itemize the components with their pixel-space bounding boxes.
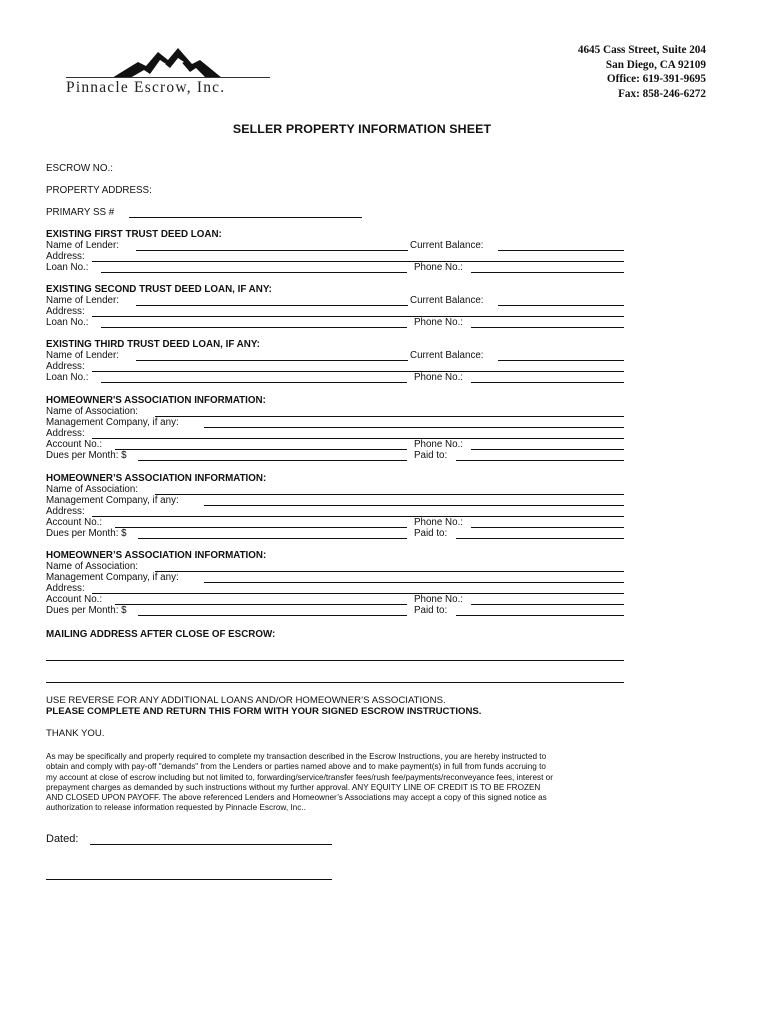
hoa-mgmt-label: Management Company, if any: xyxy=(46,572,179,583)
address-office-phone: Office: 619-391-9695 xyxy=(606,73,706,86)
hoa-account-field[interactable] xyxy=(115,439,407,450)
hoa-paid-field[interactable] xyxy=(456,450,624,461)
hoa-paid-field[interactable] xyxy=(456,605,624,616)
address-street: 4645 Cass Street, Suite 204 xyxy=(577,44,706,56)
hoa-mgmt-label: Management Company, if any: xyxy=(46,495,179,506)
hoa-dues-field[interactable] xyxy=(138,605,407,616)
loan-no-field[interactable] xyxy=(101,372,407,383)
property-address-label: PROPERTY ADDRESS: xyxy=(46,185,152,196)
phone-label: Phone No.: xyxy=(414,262,464,273)
hoa-name-field[interactable] xyxy=(155,561,624,572)
mailing-address-line-2[interactable] xyxy=(46,672,624,683)
authorization-line: my account at close of escrow including but not limited to, forwarding/service/transfer fees/rush fee/payments/reconveyance fees, interest or xyxy=(46,772,553,782)
notice-line-1: USE REVERSE FOR ANY ADDITIONAL LOANS AND/OR HOMEOWNER’S ASSOCIATIONS. xyxy=(46,695,446,706)
loan-heading: EXISTING SECOND TRUST DEED LOAN, IF ANY: xyxy=(46,284,272,295)
hoa-address-label: Address: xyxy=(46,506,85,517)
hoa-paid-label: Paid to: xyxy=(414,528,448,539)
hoa-name-field[interactable] xyxy=(155,484,624,495)
hoa-address-field[interactable] xyxy=(92,428,624,439)
loan-no-label: Loan No.: xyxy=(46,262,89,273)
notice-block xyxy=(46,695,676,739)
hoa-dues-row xyxy=(46,450,624,462)
hoa-address-field[interactable] xyxy=(92,583,624,594)
hoa-address-label: Address: xyxy=(46,583,85,594)
hoa-paid-field[interactable] xyxy=(456,528,624,539)
loan-address-field[interactable] xyxy=(92,306,624,317)
mailing-address-line-1[interactable] xyxy=(46,650,624,661)
hoa-mgmt-label: Management Company, if any: xyxy=(46,417,179,428)
hoa-dues-label: Dues per Month: $ xyxy=(46,450,127,461)
hoa-heading: HOMEOWNER’S ASSOCIATION INFORMATION: xyxy=(46,473,267,484)
loan-no-row xyxy=(46,372,624,384)
balance-field[interactable] xyxy=(498,240,624,251)
lender-label: Name of Lender: xyxy=(46,240,119,251)
primary-ss-label: PRIMARY SS # xyxy=(46,207,115,218)
authorization-line: prepayment charges as demanded by such instructions without my further approval. ANY EQUITY LINE OF CREDIT IS TO BE FROZEN xyxy=(46,782,541,792)
mountain-logo-icon xyxy=(110,44,230,80)
primary-ss-row xyxy=(46,207,366,219)
hoa-phone-field[interactable] xyxy=(471,594,624,605)
hoa-account-label: Account No.: xyxy=(46,517,103,528)
hoa-phone-label: Phone No.: xyxy=(414,439,464,450)
lender-field[interactable] xyxy=(136,350,408,361)
hoa-account-label: Account No.: xyxy=(46,439,103,450)
lender-field[interactable] xyxy=(136,295,408,306)
hoa-heading: HOMEOWNER'S ASSOCIATION INFORMATION: xyxy=(46,395,266,406)
loan-address-field[interactable] xyxy=(92,251,624,262)
hoa-name-label: Name of Association: xyxy=(46,484,139,495)
hoa-paid-label: Paid to: xyxy=(414,450,448,461)
hoa-name-label: Name of Association: xyxy=(46,561,139,572)
mailing-address-heading: MAILING ADDRESS AFTER CLOSE OF ESCROW: xyxy=(46,629,276,640)
logo-rule xyxy=(66,77,270,78)
loan-no-row xyxy=(46,317,624,329)
hoa-dues-label: Dues per Month: $ xyxy=(46,528,127,539)
loan-no-label: Loan No.: xyxy=(46,317,89,328)
loan-no-label: Loan No.: xyxy=(46,372,89,383)
phone-field[interactable] xyxy=(471,317,624,328)
authorization-line: AND CLOSED UPON PAYOFF. The above referenced Lenders and Homeowner’s Associations may accept a copy of this signed notice as xyxy=(46,793,547,803)
hoa-name-label: Name of Association: xyxy=(46,406,139,417)
authorization-line: authorization to release information requested by Pinnacle Escrow, Inc.. xyxy=(46,803,306,813)
address-city: San Diego, CA 92109 xyxy=(605,58,706,71)
primary-ss-field[interactable] xyxy=(129,207,362,218)
hoa-phone-field[interactable] xyxy=(471,517,624,528)
loan-address-label: Address: xyxy=(46,251,85,262)
hoa-account-field[interactable] xyxy=(115,517,407,528)
balance-field[interactable] xyxy=(498,350,624,361)
company-logo xyxy=(60,44,280,100)
company-name: Pinnacle Escrow, Inc. xyxy=(66,79,226,96)
company-address xyxy=(578,43,706,101)
lender-field[interactable] xyxy=(136,240,408,251)
hoa-name-field[interactable] xyxy=(155,406,624,417)
authorization-line: obtain and comply with pay-off "demands" from the Lenders or parties named above and to make payment(s) in full from funds accruing to xyxy=(46,762,546,772)
balance-label: Current Balance: xyxy=(410,240,484,251)
loan-address-label: Address: xyxy=(46,306,85,317)
hoa-heading: HOMEOWNER’S ASSOCIATION INFORMATION: xyxy=(46,550,267,561)
hoa-mgmt-field[interactable] xyxy=(204,572,624,583)
address-fax: Fax: 858-246-6272 xyxy=(618,87,706,100)
thank-you-text: THANK YOU. xyxy=(46,727,105,739)
hoa-phone-label: Phone No.: xyxy=(414,594,464,605)
hoa-account-field[interactable] xyxy=(115,594,407,605)
hoa-phone-field[interactable] xyxy=(471,439,624,450)
loan-address-label: Address: xyxy=(46,361,85,372)
authorization-line: As may be specifically and properly required to complete my transaction described in the Escrow Instructions, you are hereby instructed to xyxy=(46,752,547,761)
loan-no-field[interactable] xyxy=(101,262,407,273)
escrow-no-label: ESCROW NO.: xyxy=(46,163,113,174)
phone-field[interactable] xyxy=(471,262,624,273)
lender-label: Name of Lender: xyxy=(46,350,119,361)
balance-label: Current Balance: xyxy=(410,295,484,306)
hoa-phone-label: Phone No.: xyxy=(414,517,464,528)
loan-heading: EXISTING THIRD TRUST DEED LOAN, IF ANY: xyxy=(46,339,260,350)
loan-no-field[interactable] xyxy=(101,317,407,328)
notice-line-2: PLEASE COMPLETE AND RETURN THIS FORM WITH YOUR SIGNED ESCROW INSTRUCTIONS. xyxy=(46,706,482,718)
hoa-dues-row xyxy=(46,528,624,540)
balance-label: Current Balance: xyxy=(410,350,484,361)
hoa-dues-field[interactable] xyxy=(138,528,407,539)
loan-no-row xyxy=(46,262,624,274)
loan-heading: EXISTING FIRST TRUST DEED LOAN: xyxy=(46,229,222,240)
hoa-account-label: Account No.: xyxy=(46,594,103,605)
hoa-address-field[interactable] xyxy=(92,506,624,517)
hoa-dues-row xyxy=(46,605,624,617)
loan-address-field[interactable] xyxy=(92,361,624,372)
dated-label: Dated: xyxy=(46,833,79,845)
hoa-dues-field[interactable] xyxy=(138,450,407,461)
hoa-paid-label: Paid to: xyxy=(414,605,448,616)
lender-label: Name of Lender: xyxy=(46,295,119,306)
hoa-address-label: Address: xyxy=(46,428,85,439)
dated-field[interactable] xyxy=(90,834,332,845)
hoa-mgmt-field[interactable] xyxy=(204,495,624,506)
signature-line[interactable] xyxy=(46,869,332,880)
authorization-paragraph xyxy=(46,752,676,814)
phone-label: Phone No.: xyxy=(414,317,464,328)
phone-label: Phone No.: xyxy=(414,372,464,383)
balance-field[interactable] xyxy=(498,295,624,306)
phone-field[interactable] xyxy=(471,372,624,383)
hoa-dues-label: Dues per Month: $ xyxy=(46,605,127,616)
page-title: SELLER PROPERTY INFORMATION SHEET xyxy=(232,122,492,136)
hoa-mgmt-field[interactable] xyxy=(204,417,624,428)
